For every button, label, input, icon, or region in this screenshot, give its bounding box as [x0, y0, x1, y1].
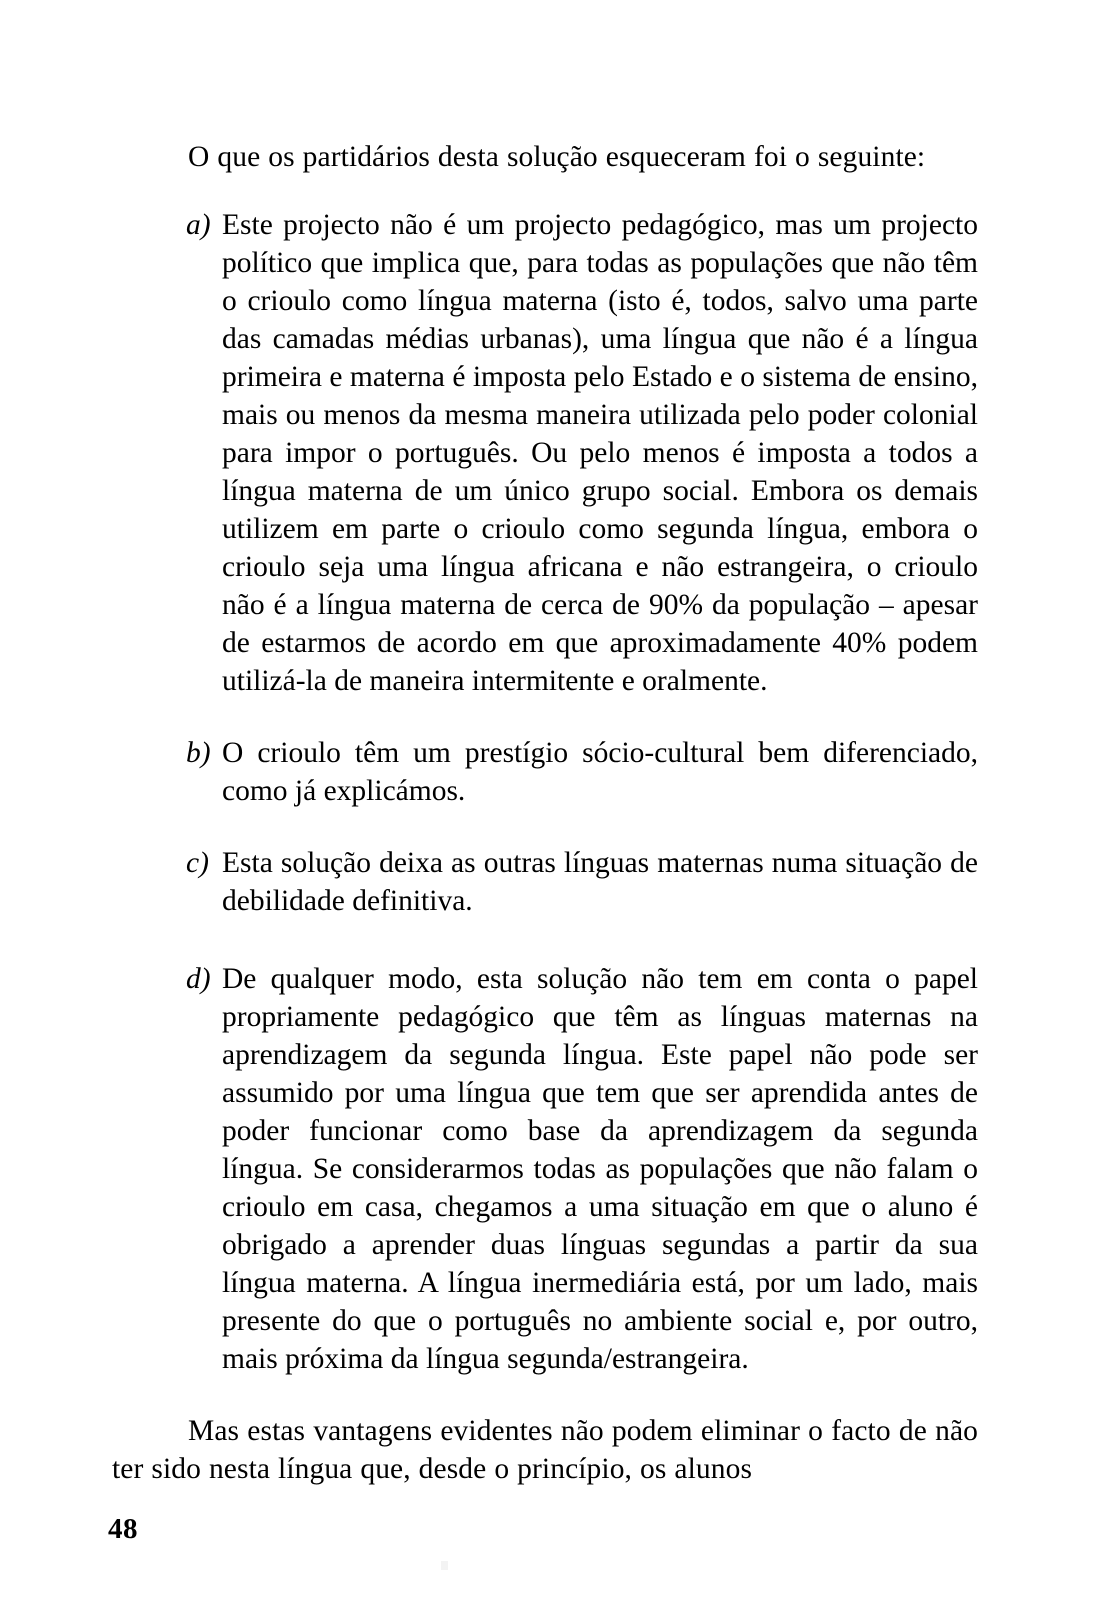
list-item-text-d: De qualquer modo, esta solução não tem em conta o papel propriamente pedagógico que têm as línguas maternas na aprendizagem da segunda língua. Este papel não pode ser assumido por uma língua que tem que ser aprendida antes de poder funcionar como base da aprendizagem da segunda língua. Se considerarmos todas as populações que não falam o crioulo em casa, chegamos a uma situação em que o aluno é obrigado a aprender duas línguas segundas a partir da sua língua materna. A língua inermediária está, por um lado, mais presente do que o português no ambiente social e, por outro, mais próxima da língua segunda/estrangeira. [222, 963, 978, 1375]
lettered-list [112, 206, 978, 1378]
list-item-marker-c: c) [186, 847, 209, 879]
list-item [112, 734, 978, 810]
list-item-marker-b: b) [186, 737, 211, 769]
scan-artifact-speck [441, 1561, 448, 1570]
closing-paragraph: Mas estas vantagens evidentes não podem eliminar o facto de não ter sido nesta língua que, desde o princípio, os alunos [112, 1415, 978, 1485]
intro-paragraph: O que os partidários desta solução esqueceram foi o seguinte: [188, 141, 926, 173]
page-text-body [112, 138, 978, 1488]
list-item-text-b: O crioulo têm um prestígio sócio-cultural bem diferenciado, como já explicámos. [222, 737, 978, 807]
page-number: 48 [108, 1513, 138, 1545]
list-item-marker-a: a) [186, 209, 211, 241]
list-item [112, 844, 978, 920]
list-item-text-a: Este projecto não é um projecto pedagógico, mas um projecto político que implica que, para todas as populações que não têm o crioulo como língua materna (isto é, todos, salvo uma parte das camadas médias urbanas), uma língua que não é a língua primeira e materna é imposta pelo Estado e o sistema de ensino, mais ou menos da mesma maneira utilizada pelo poder colonial para impor o português. Ou pelo menos é imposta a todos a língua materna de um único grupo social. Embora os demais utilizem em parte o crioulo como segunda língua, embora o crioulo seja uma língua africana e não estrangeira, o crioulo não é a língua materna de cerca de 90% da população – apesar de estarmos de acordo em que aproximadamente 40% podem utilizá-la de maneira intermitente e oralmente. [222, 209, 978, 697]
list-item-marker-d: d) [186, 963, 211, 995]
list-item [112, 206, 978, 700]
list-item-text-c: Esta solução deixa as outras línguas maternas numa situação de debilidade definitiva. [222, 847, 978, 917]
list-item [112, 960, 978, 1378]
